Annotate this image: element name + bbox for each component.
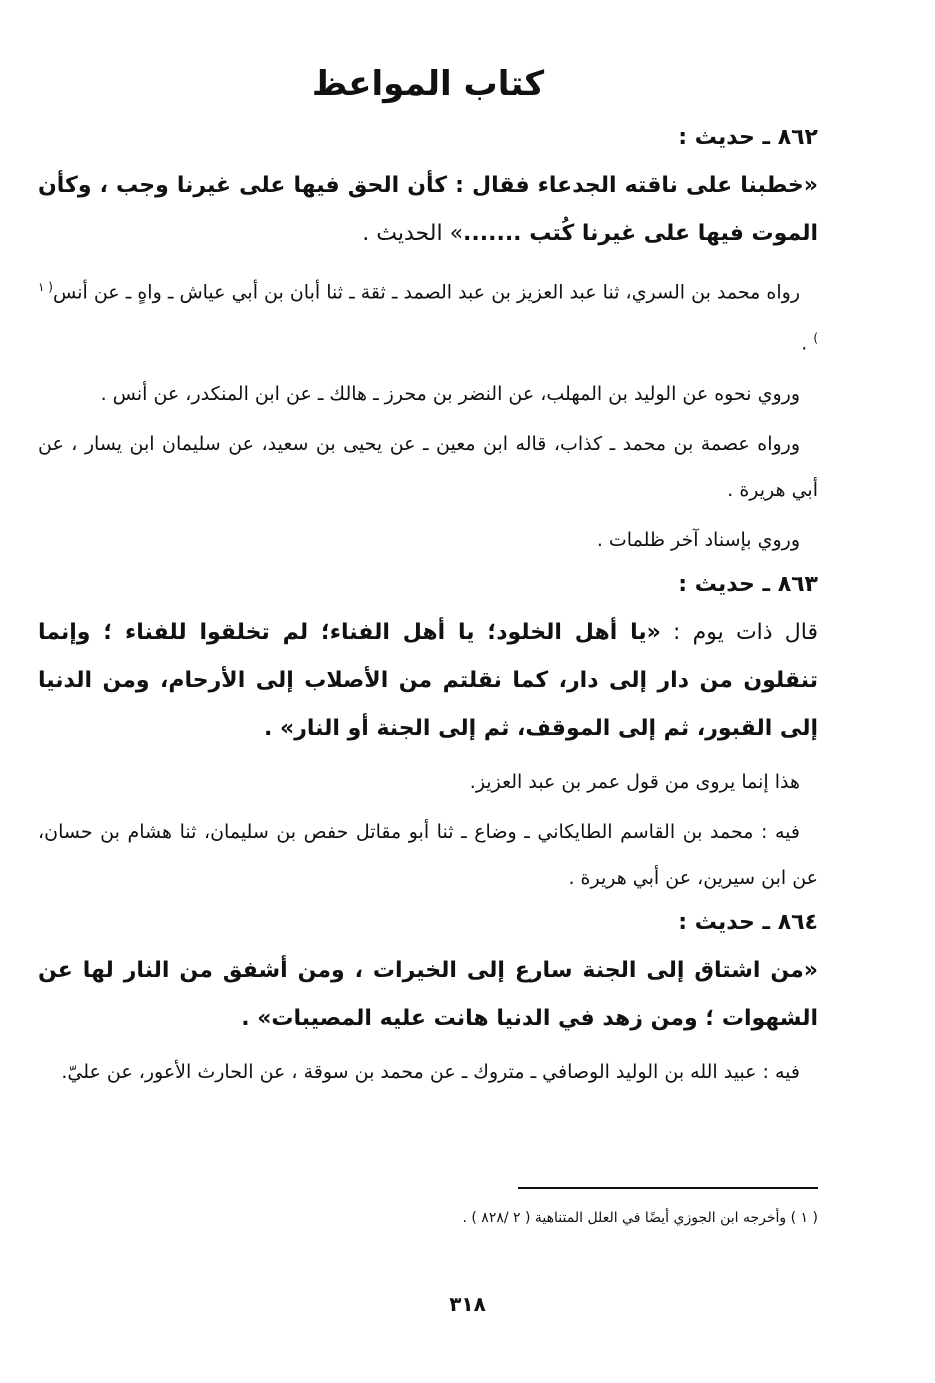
- chapter-title: كتاب المواعظ: [311, 64, 545, 104]
- hadith-heading: ٨٦٢ ـ حديث :: [678, 125, 818, 150]
- hadith-heading: ٨٦٤ ـ حديث :: [678, 909, 818, 935]
- hadith-entry-863: [38, 567, 818, 901]
- isnad-paragraph: [38, 264, 818, 367]
- period: .: [801, 332, 814, 355]
- page-number: ٣١٨: [449, 1292, 486, 1316]
- hadith-matn: «من اشتاق إلى الجنة سارع إلى الخيرات ، ومن أشفق من النار لها عن الشهوات ؛ ومن زهد في الدنيا هانت عليه المصيبات» .: [38, 957, 818, 1031]
- isnad-text: رواه محمد بن السري، ثنا عبد العزيز بن عبد الصمد ـ ثقة ـ ثنا أبان بن أبي عياش ـ واهٍ ـ عن أنس: [52, 281, 800, 304]
- hadith-matn-tail: » الحديث .: [362, 221, 464, 246]
- hadith-matn-lead: قال ذات يوم :: [660, 619, 818, 645]
- hadith-text: [38, 609, 818, 753]
- isnad-paragraph: ورواه عصمة بن محمد ـ كذاب، قاله ابن معين ـ عن يحيى بن سعيد، عن سليمان ابن يسار ، عن أبي هريرة .: [38, 432, 818, 501]
- footnote: ( ١ ) وأخرجه ابن الجوزي أيضًا في العلل المتناهية ( ٢ /٨٢٨ ) .: [462, 1210, 818, 1226]
- isnad-paragraph: وروي نحوه عن الوليد بن المهلب، عن النضر بن محرز ـ هالك ـ عن ابن المنكدر، عن أنس .: [100, 382, 800, 405]
- isnad-paragraph: هذا إنما يروى من قول عمر بن عبد العزيز.: [469, 770, 800, 793]
- isnad-paragraph: فيه : عبيد الله بن الوليد الوصافي ـ متروك ـ عن محمد بن سوقة ، عن الحارث الأعور، عن عليّ.: [61, 1060, 800, 1083]
- hadith-heading: ٨٦٣ ـ حديث :: [678, 571, 818, 597]
- hadith-entry-862: [38, 120, 818, 563]
- book-page: [38, 60, 818, 1099]
- hadith-entry-864: [38, 905, 818, 1095]
- footnote-reference: ( ١ ): [38, 280, 818, 346]
- isnad-paragraph: فيه : محمد بن القاسم الطايكاني ـ وضاع ـ ثنا أبو مقاتل حفص بن سليمان، ثنا هشام بن حسان، عن ابن سيرين، عن أبي هريرة .: [38, 820, 818, 889]
- hadith-text: [38, 162, 818, 258]
- hadith-matn: «يا أهل الخلود؛ يا أهل الفناء؛ لم تخلقوا للفناء ؛ وإنما تنقلون من دار إلى دار، كما نقلتم من الأصلاب إلى الأرحام، ومن الدنيا إلى القبور، ثم إلى الموقف، ثم إلى الجنة أو النار» .: [38, 619, 818, 741]
- hadith-matn: «خطبنا على ناقته الجدعاء فقال : كأن الحق فيها على غيرنا وجب ، وكأن الموت فيها على غيرنا كُتب .......: [38, 173, 818, 246]
- isnad-paragraph: وروي بإسناد آخر ظلمات .: [596, 528, 800, 551]
- footnote-divider: [518, 1187, 818, 1189]
